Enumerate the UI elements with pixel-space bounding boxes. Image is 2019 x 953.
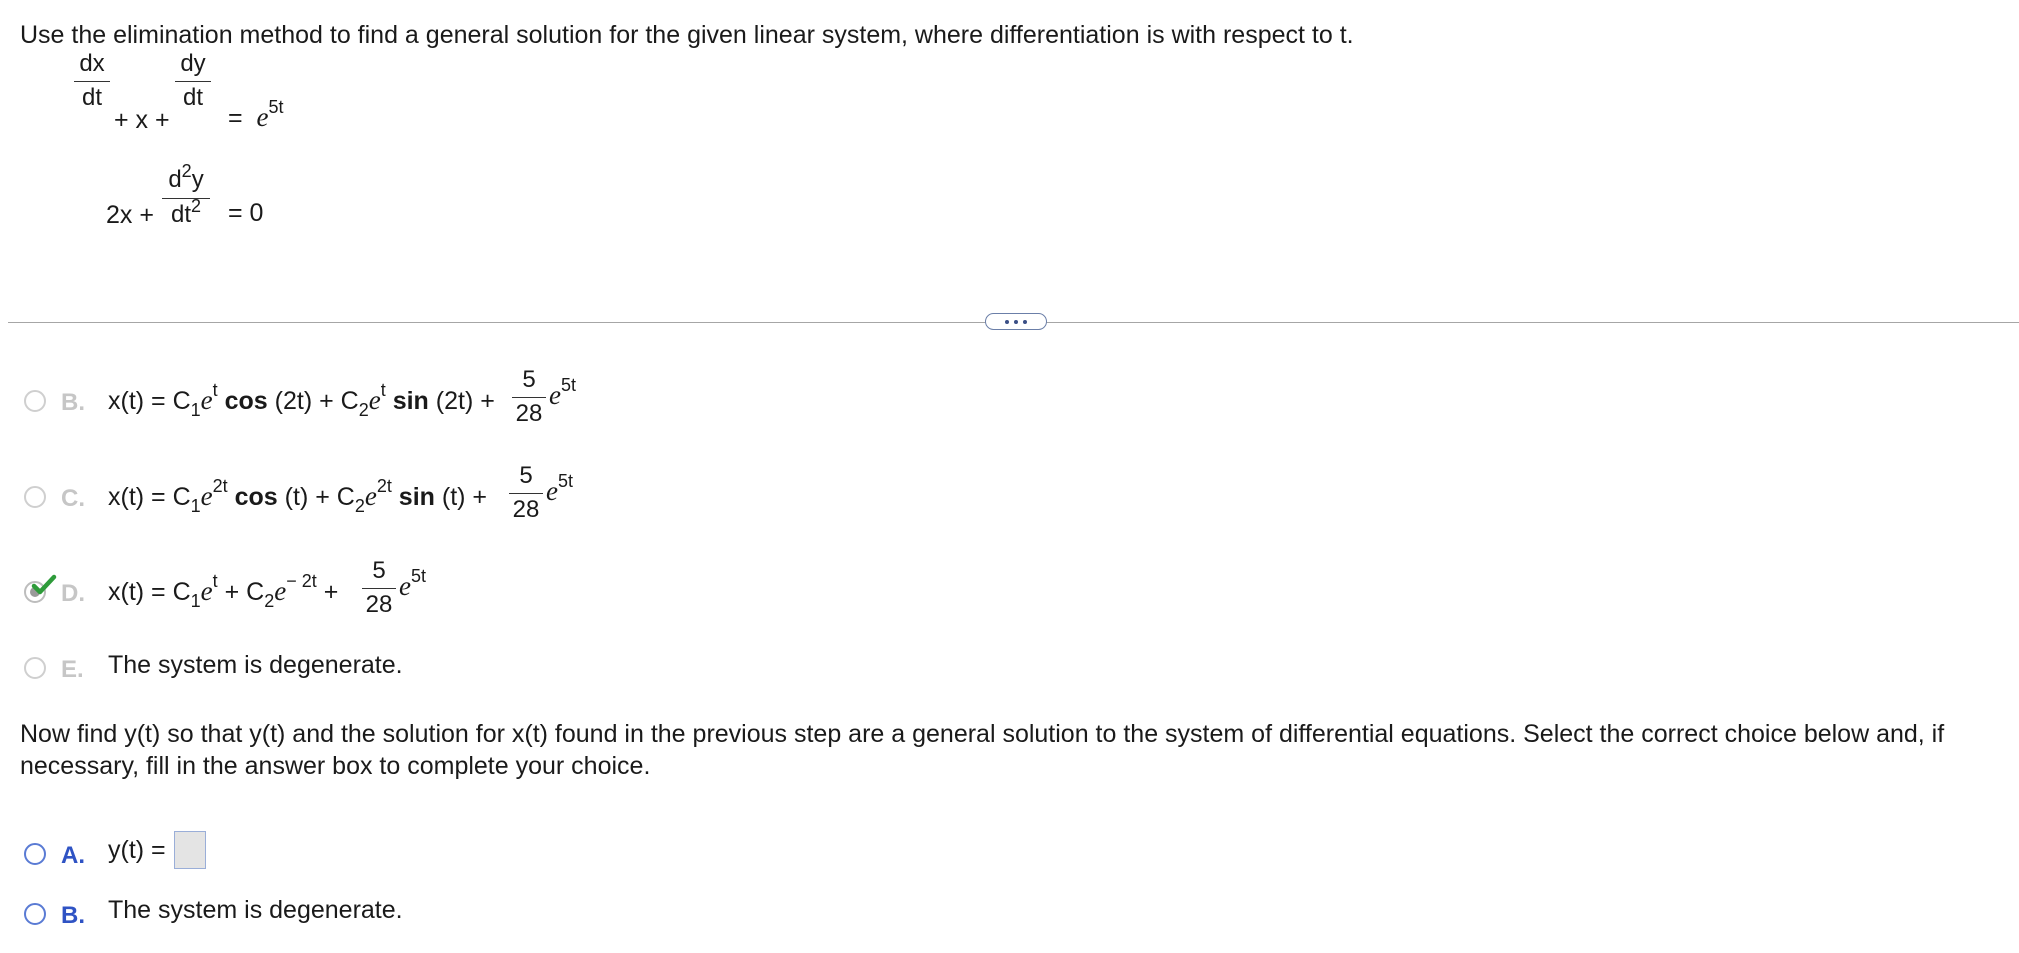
checkmark-icon [30,574,58,598]
eq2-rhs: = 0 [228,199,264,227]
fraction-dx-dt: dx dt [74,50,110,112]
radio-button[interactable] [24,903,46,925]
eq1-rhs: = $e^{5t}$ [228,97,284,132]
radio-button[interactable] [24,843,46,865]
fraction-5-28: 5 28 [509,462,543,524]
dot-icon [1014,320,1018,324]
dot-icon [1023,320,1027,324]
option-e-text: The system is degenerate. [108,651,403,679]
fraction-d2y-dt2: $d^2y$ $dt^2$ [162,166,210,230]
step2-instruction: Now find y(t) so that y(t) and the solution for x(t) found in the previous step are a general solution to the system of differential equations. Select the correct choice below and, if necessary, fill in the answer box to complete your choice. [20,720,1945,780]
radio-button[interactable] [24,486,46,508]
option-letter: C. [61,485,85,512]
eq2-lhs: 2x + [106,201,154,229]
radio-button[interactable] [24,390,46,412]
fraction-dy-dt: dy dt [175,50,211,112]
option-letter: B. [61,389,85,416]
eq1-plus-x-plus: + x + [114,106,170,134]
question-instruction: Use the elimination method to find a general solution for the given linear system, where differentiation is with respect to t. [20,21,1354,49]
option-c-tail: $e^{5t}$ [546,471,573,506]
option-letter: E. [61,656,84,683]
option-letter: B. [61,902,85,929]
option-d-tail: $e^{5t}$ [399,566,426,601]
more-button[interactable] [985,313,1047,330]
option-b-text: The system is degenerate. [108,896,403,924]
option-a-label: y(t) = [108,836,166,864]
option-b-expression: $x(t) = C_1e^t$ $\cos (2t) + C_2e^t$ sin (2t) + [108,380,495,420]
option-b-tail: $e^{5t}$ [549,375,576,410]
option-c-expression: $x(t) = C_1e^{2t}$ $\cos (t) + C_2e^{2t}$ sin (t) + [108,476,488,516]
dot-icon [1005,320,1009,324]
fraction-5-28: 5 28 [512,366,546,428]
fraction-5-28: 5 28 [362,557,396,619]
option-letter: D. [61,580,85,607]
option-letter: A. [61,842,85,869]
option-d-expression: $x(t) = C_1e^t + C_2e^{- 2t}$ + [108,571,339,611]
answer-input[interactable] [174,831,206,869]
radio-button[interactable] [24,657,46,679]
